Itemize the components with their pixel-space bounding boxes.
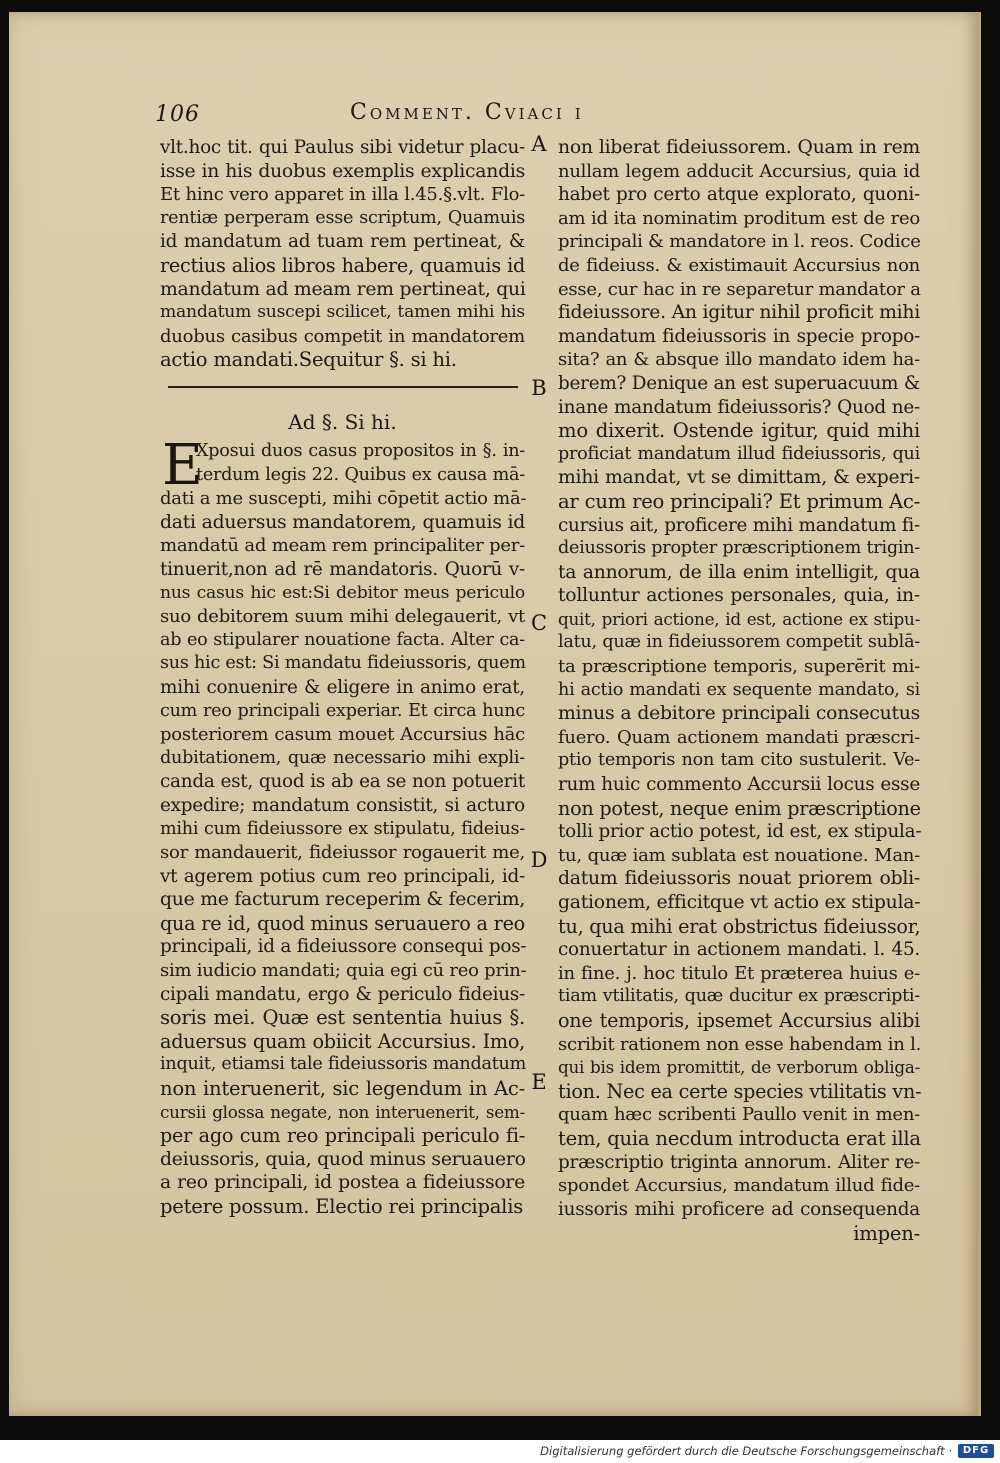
- text-line: mihi cum fideiussore ex stipulatu, fideius-: [160, 818, 525, 839]
- text-line: terdum legis 22. Quibus ex causa mā-: [196, 464, 525, 485]
- text-line: vt agerem potius cum reo principali, id-: [160, 865, 525, 887]
- text-line: principali, id a fideiussore consequi pos-: [160, 936, 527, 958]
- text-line: nullam legem adducit Accursius, quia id: [558, 160, 920, 182]
- text-line: tolluntur actiones personales, quia, in-: [558, 585, 920, 607]
- text-line: tu, qua mihi erat obstrictus fideiussor,: [558, 914, 921, 938]
- text-line: ptio temporis non tam cito sustulerit. Ve-: [558, 750, 920, 771]
- text-line: latu, quæ in fideiussorem competit sublā-: [558, 632, 920, 653]
- left-column-section: [160, 433, 527, 1219]
- text-line: iussoris mihi proficere ad consequenda: [558, 1198, 920, 1220]
- text-line: spondet Accursius, mandatum illud fide-: [558, 1175, 920, 1197]
- text-line: am id ita nominatim proditum est de reo: [558, 207, 920, 229]
- text-line: sita? an & absque illo mandato idem ha-: [558, 349, 920, 371]
- text-line: proficiat mandatum illud fideiussoris, qui: [558, 443, 920, 464]
- text-line: mo dixerit. Ostende igitur, quid mihi: [558, 419, 920, 443]
- margin-letter-b: B: [531, 376, 547, 400]
- text-line: que me facturum receperim & fecerim,: [160, 889, 526, 911]
- text-line: nus casus hic est:Si debitor meus periculo: [160, 582, 525, 603]
- text-line: mandatum ad meam rem pertineat, qui: [160, 278, 526, 300]
- text-line: qui bis idem promittit, de verborum obliga-: [558, 1057, 920, 1078]
- margin-letter-a: A: [531, 132, 547, 156]
- text-line: hi actio mandati ex sequente mandato, si: [558, 679, 920, 700]
- text-line: dubitationem, quæ necessario mihi expli-: [160, 747, 525, 768]
- text-line: isse in his duobus exemplis explicandis: [160, 160, 525, 182]
- text-line: mandatum fideiussoris in specie propo-: [558, 325, 920, 347]
- text-line: non potest, neque enim præscriptione: [558, 796, 921, 820]
- text-line: cum reo principali experiar. Et circa hunc: [160, 700, 525, 721]
- text-line: inane mandatum fideiussoris? Quod ne-: [558, 396, 920, 418]
- margin-letter-c: C: [530, 611, 548, 635]
- text-line: tem, quia necdum introducta erat illa: [558, 1126, 921, 1150]
- text-line: Et hinc vero apparet in illa l.45.§.vlt. Flo-: [160, 184, 525, 206]
- text-line: deiussoris propter præscriptionem trigin-: [558, 538, 920, 559]
- text-line: canda est, quod is ab ea se non potuerit: [160, 771, 525, 793]
- text-line: esse, cur hac in re separetur mandator a: [558, 278, 921, 300]
- left-column-top: [160, 136, 525, 372]
- text-line: dati aduersus mandatorem, quamuis id: [160, 511, 525, 533]
- section-heading: Ad §. Si hi.: [288, 410, 397, 434]
- text-line: conuertatur in actionem mandati. l. 45.: [558, 939, 920, 961]
- text-line: quam hæc scribenti Paullo venit in men-: [558, 1104, 920, 1126]
- text-line: rectius alios libros habere, quamuis id: [160, 253, 525, 277]
- text-line: non interuenerit, sic legendum in Ac-: [160, 1077, 525, 1101]
- text-line: id mandatum ad tuam rem pertineat, &: [160, 231, 525, 253]
- text-line: sor mandauerit, fideiussor rogauerit me,: [160, 842, 525, 864]
- text-line: quit, priori actione, id est, actione ex stipu-: [558, 608, 920, 629]
- text-line: de fideiuss. & existimauit Accursius non: [558, 254, 920, 276]
- drop-cap-initial: E: [162, 433, 203, 498]
- right-column: [558, 136, 920, 1221]
- text-line: ab eo stipularer nouatione facta. Alter ca-: [160, 629, 525, 650]
- text-line: aduersus quam obiicit Accursius. Imo,: [160, 1029, 525, 1053]
- text-line: tu, quæ iam sublata est nouatione. Man-: [558, 844, 920, 866]
- text-line: berem? Denique an est superuacuum &: [558, 372, 920, 394]
- text-line: one temporis, ipsemet Accursius alibi: [558, 1008, 920, 1032]
- text-line: ta annorum, de illa enim intelligit, qua: [558, 561, 920, 583]
- text-line: petere possum. Electio rei principalis: [160, 1195, 524, 1218]
- text-line: tinuerit,non ad rē mandatoris. Quorū v-: [160, 558, 525, 580]
- digitization-footer: [0, 1440, 1000, 1463]
- text-line: deiussoris, quia, quod minus seruauero: [160, 1148, 526, 1170]
- text-line: mihi mandat, vt se dimittam, & experi-: [558, 467, 920, 489]
- text-line: in fine. j. hoc titulo Et præterea huius e-: [558, 962, 920, 984]
- text-line: vlt.hoc tit. qui Paulus sibi videtur placu-: [160, 137, 525, 158]
- text-line: cursii glossa negate, non interuenerit, sem-: [160, 1101, 525, 1122]
- section-divider: [168, 386, 518, 388]
- text-line: cursius ait, proficere mihi mandatum fi-: [558, 514, 920, 536]
- text-line: rum huic commento Accursii locus esse: [558, 774, 920, 796]
- text-line: ar cum reo principali? Et primum Ac-: [558, 489, 920, 513]
- text-line: tiam vtilitatis, quæ ducitur ex præscripti-: [558, 986, 920, 1007]
- text-line: sus hic est: Si mandatu fideiussoris, quem: [160, 653, 526, 674]
- text-line: fideiussore. An igitur nihil proficit mihi: [558, 302, 920, 324]
- text-line: duobus casibus competit in mandatorem: [160, 325, 525, 347]
- text-line: qua re id, quod minus seruauero a reo: [160, 911, 525, 935]
- text-line: ta præscriptione temporis, superērit mi-: [558, 656, 920, 678]
- text-line: scribit rationem non esse habendam in l.: [558, 1033, 922, 1055]
- text-line: gationem, efficitque vt actio ex stipula-: [558, 892, 921, 913]
- text-line: tion. Nec ea certe species vtilitatis vn-: [558, 1079, 922, 1103]
- text-line: inquit, etiamsi tale fideiussoris mandatum: [160, 1054, 527, 1075]
- dfg-logo-icon: DFG: [958, 1444, 994, 1458]
- text-line: datum fideiussoris nouat priorem obli-: [558, 868, 920, 890]
- margin-letter-d: D: [530, 848, 548, 872]
- text-line: fuero. Quam actionem mandati præscri-: [558, 726, 920, 748]
- text-line: Xposui duos casus propositos in §. in-: [196, 441, 525, 461]
- text-line: dati a me suscepti, mihi cōpetit actio mā-: [160, 488, 527, 510]
- text-line: rentiæ perperam esse scriptum, Quamuis: [160, 207, 525, 228]
- text-line: posteriorem casum mouet Accursius hāc: [160, 724, 525, 746]
- catchword: impen-: [853, 1222, 920, 1245]
- text-line: actio mandati.Sequitur §. si hi.: [160, 348, 457, 372]
- text-line: cipali mandatu, ergo & periculo fideius-: [160, 983, 525, 1005]
- text-line: suo debitorem suum mihi delegauerit, vt: [160, 606, 525, 628]
- text-line: minus a debitore principali consecutus: [558, 703, 920, 725]
- text-line: per ago cum reo principali periculo fi-: [160, 1124, 525, 1148]
- text-line: tolli prior actio potest, id est, ex stipula-: [558, 821, 922, 843]
- text-line: præscriptio triginta annorum. Aliter re-: [558, 1151, 920, 1173]
- running-title: Comment. Cviaci i: [350, 100, 584, 125]
- margin-letter-e: E: [531, 1070, 547, 1094]
- footer-credit: Digitalisierung gefördert durch die Deutsche Forschungsgemeinschaft ·: [540, 1444, 952, 1458]
- text-line: a reo principali, id postea a fideiussore: [160, 1172, 525, 1194]
- page-header: [155, 100, 935, 130]
- text-line: soris mei. Quæ est sententia huius §.: [160, 1006, 525, 1030]
- text-line: mandatum suscepi scilicet, tamen mihi his: [160, 302, 525, 323]
- text-line: habet pro certo atque explorato, quoni-: [558, 184, 920, 206]
- text-line: non liberat fideiussorem. Quam in rem: [558, 137, 920, 158]
- catchword-row: [560, 1222, 920, 1246]
- page-number: 106: [155, 102, 200, 127]
- text-line: mihi conuenire & eligere in animo erat,: [160, 676, 525, 698]
- text-line: expedire; mandatum consistit, si acturo: [160, 794, 525, 816]
- text-line: principali & mandatore in l. reos. Codice: [558, 231, 921, 253]
- text-line: sim iudicio mandati; quia egi cū reo prin-: [160, 960, 527, 982]
- text-line: mandatū ad meam rem principaliter per-: [160, 535, 525, 557]
